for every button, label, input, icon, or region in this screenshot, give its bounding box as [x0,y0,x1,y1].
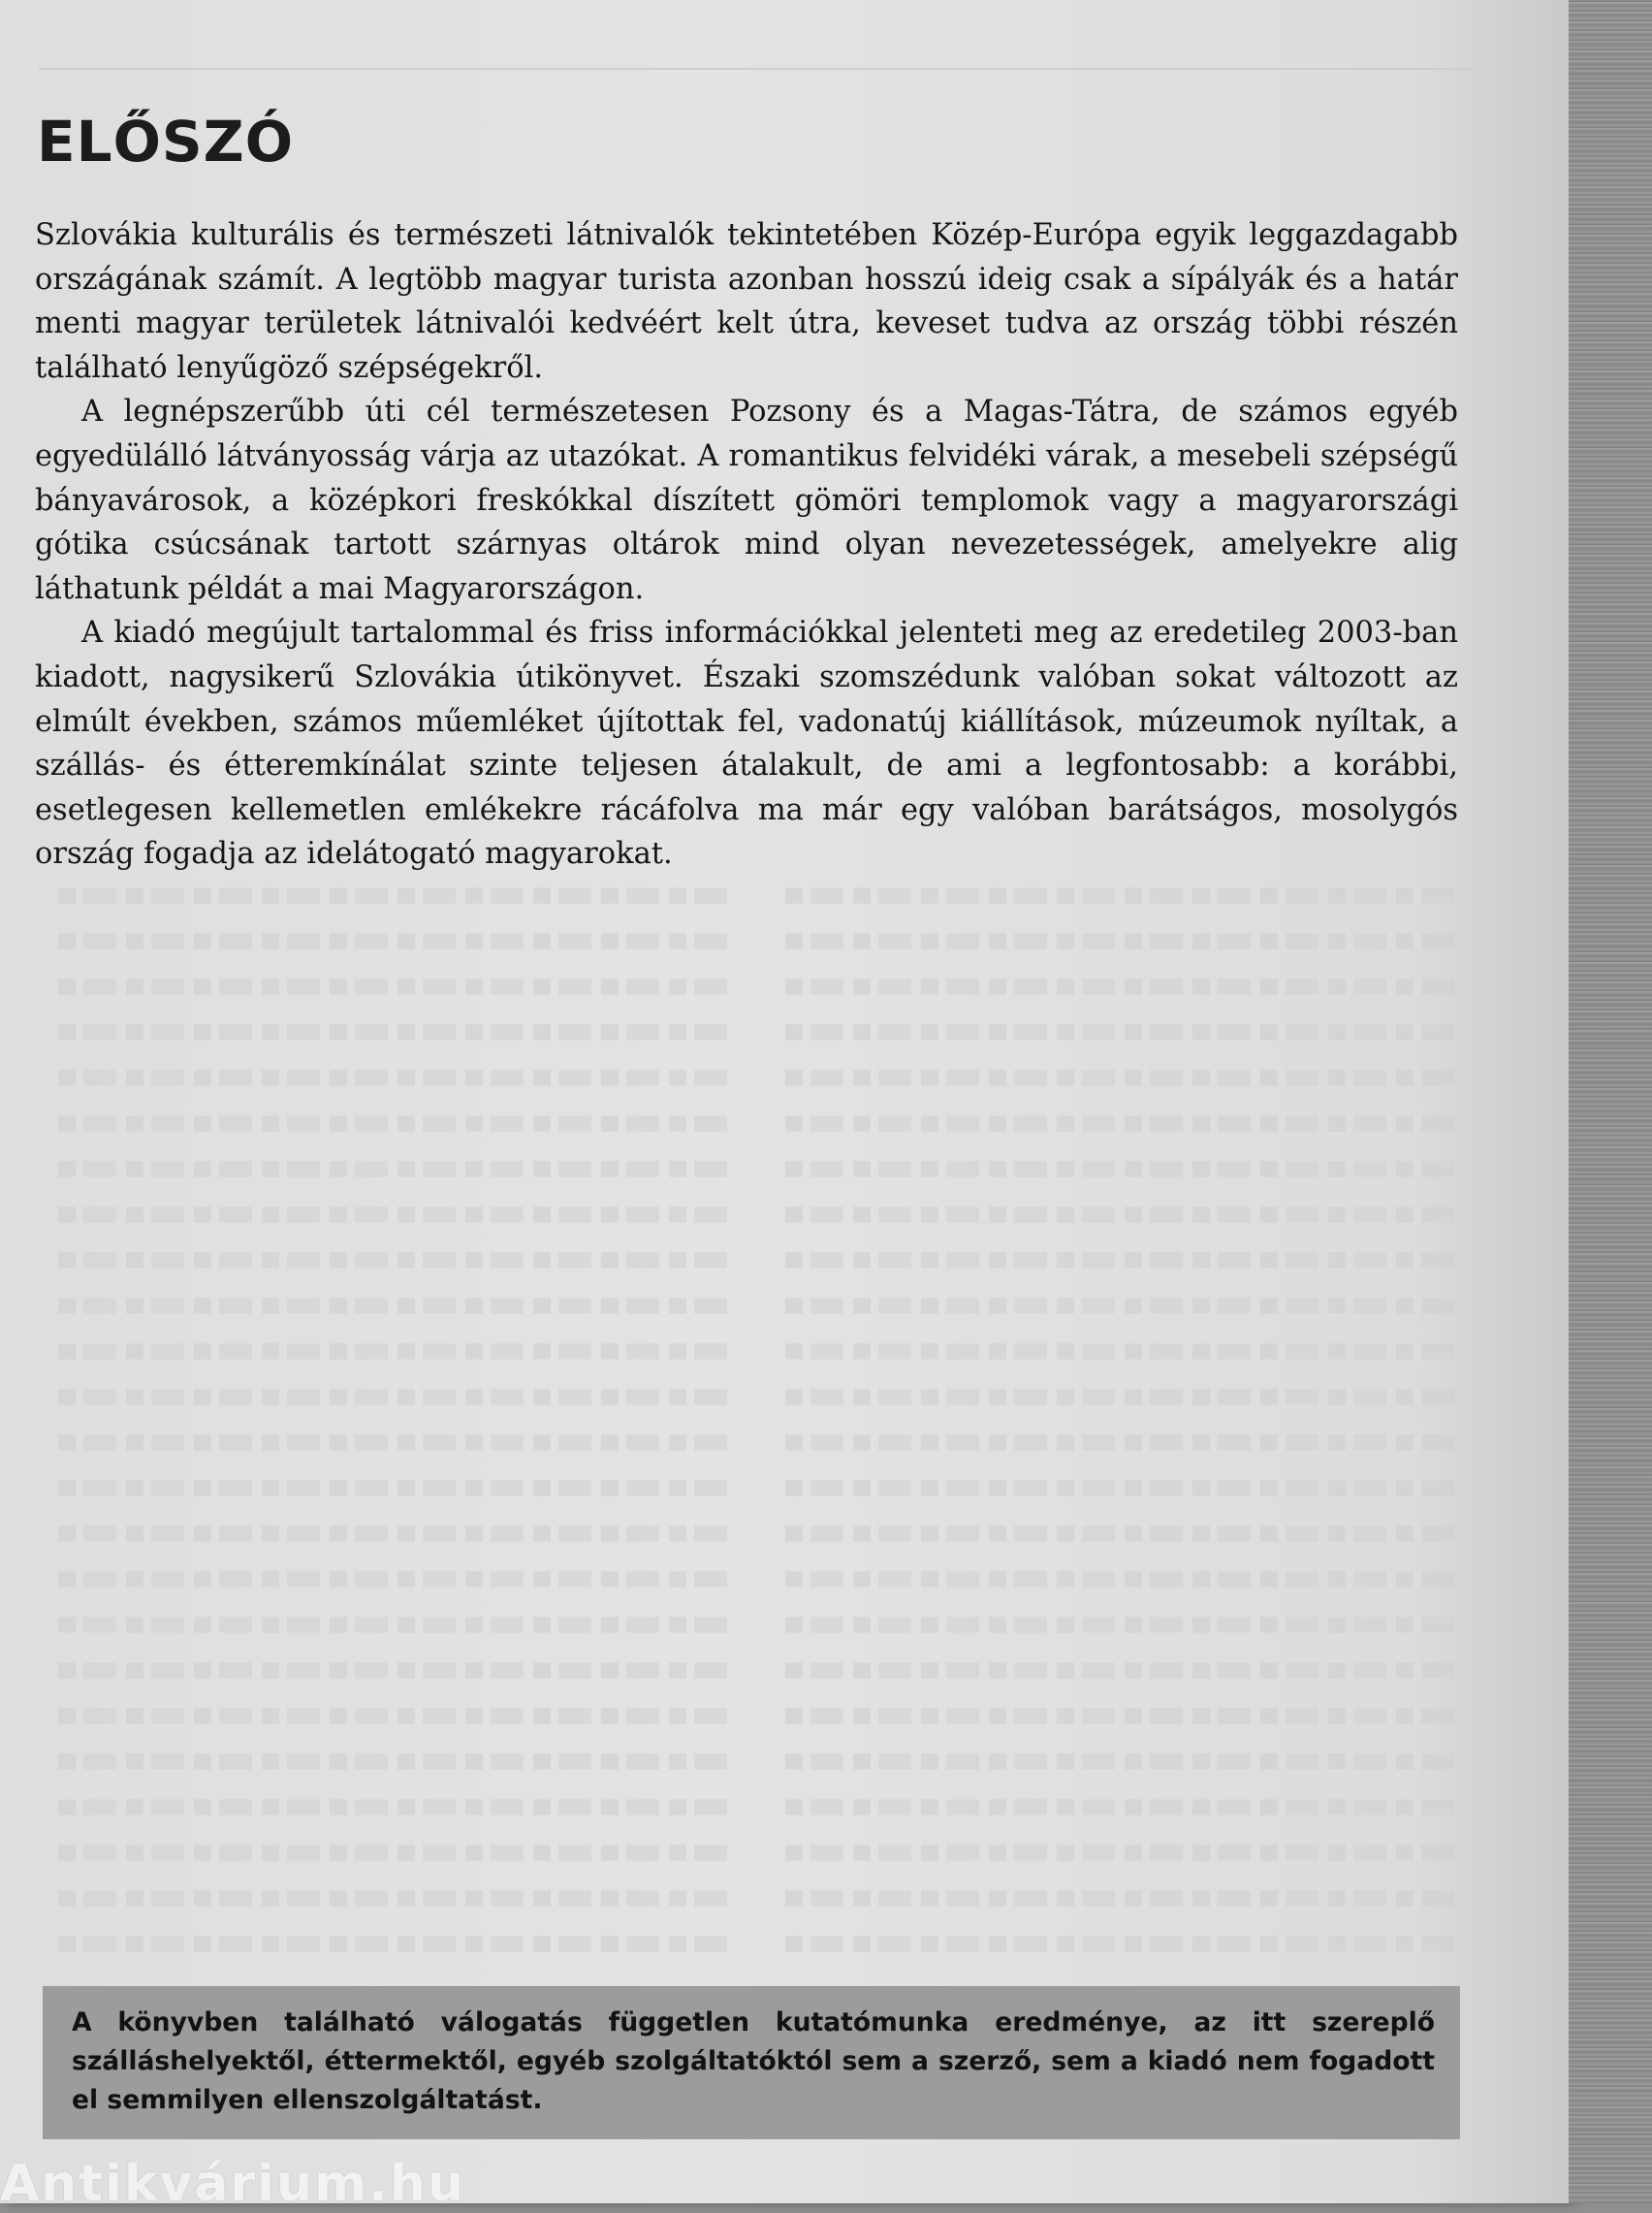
disclaimer-box [43,1986,1460,2139]
paragraph-3: A kiadó megújult tartalommal és friss információkkal jelenteti meg az eredetileg 2003-ban kiadott, nagysikerű Szlovákia útikönyvet. Északi szomszédunk valóban sokat változott az elmúlt években, számos műemléket újítottak fel, vadonatúj kiállítások, múzeumok nyíltak, a szállás- és étteremkínálat szinte teljesen átalakult, de ami a legfontosabb: a korábbi, esetlegesen kellemetlen emlékekre rácáfolva ma már egy valóban barátságos, mosolygós ország fogadja az idelátogató magyarokat. [35,616,1458,872]
watermark-logo: Antikvárium.hu [0,2155,465,2213]
disclaimer-text: A könyvben található válogatás független kutatómunka eredménye, az itt szereplő szálláshelyektől, éttermektől, egyéb szolgáltatóktól sem a szerző, sem a kiadó nem fogadott el semmilyen ellenszolgáltatást. [72,2007,1435,2115]
foreword-body [35,213,1458,877]
bleed-through-column-left [39,873,737,1967]
paragraph-1: Szlovákia kulturális és természeti látnivalók tekintetében Közép-Európa egyik leggazdagabb országának számít. A legtöbb magyar turista azonban hosszú ideig csak a sípályák és a határ menti magyar területek látnivalói kedvéért kelt útra, keveset tudva az ország többi részén található lenyűgöző szépségekről. [35,218,1458,385]
bleed-through-column-right [766,873,1464,1967]
page-title: ELŐSZÓ [37,109,295,175]
header-rule [39,68,1474,70]
page-stack-edge [1569,0,1652,2203]
paragraph-2: A legnépszerűbb úti cél természetesen Pozsony és a Magas-Tátra, de számos egyéb egyedülálló látványosság várja az utazókat. A romantikus felvidéki várak, a mesebeli szépségű bányavárosok, a középkori freskókkal díszített gömöri templomok vagy a magyarországi gótika csúcsának tartott szárnyas oltárok mind olyan nevezetességek, amelyekre alig láthatunk példát a mai Magyarországon. [35,395,1458,606]
